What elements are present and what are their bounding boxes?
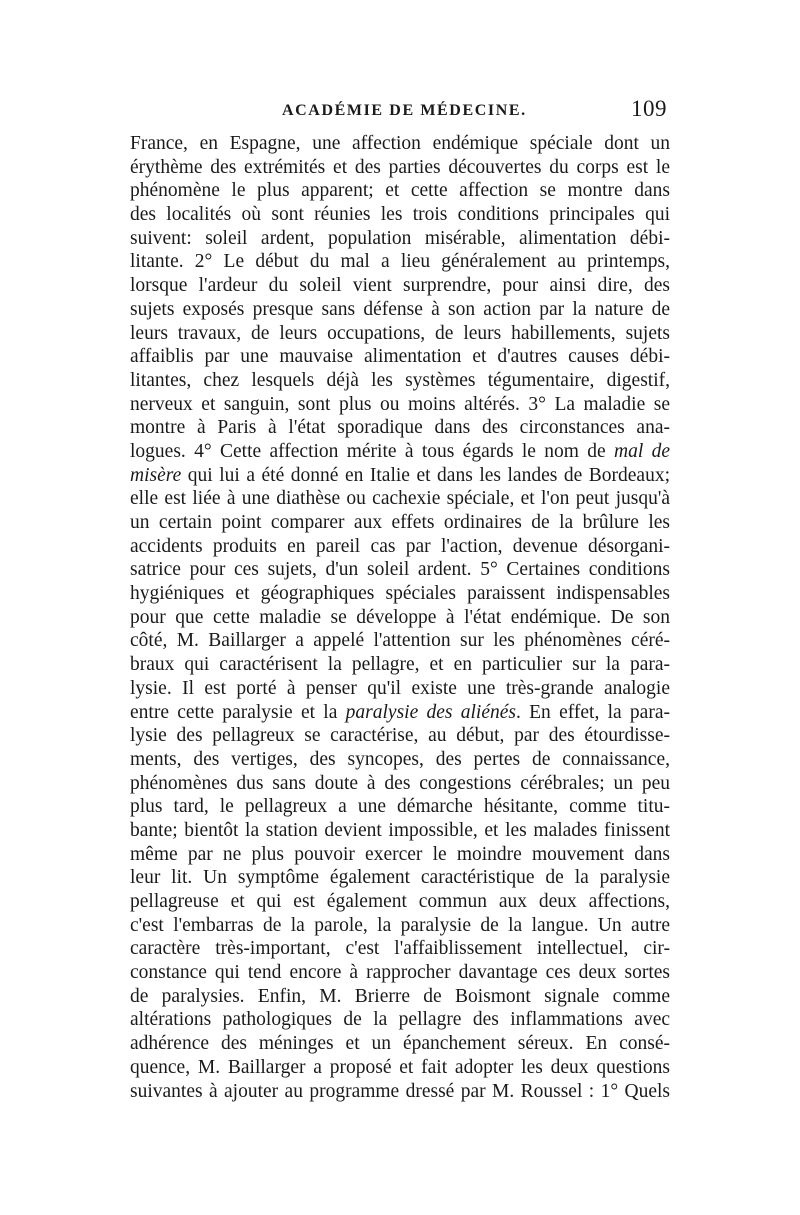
body-text <box>130 132 670 1103</box>
text-line-italic-mal-de: logues. 4° Cette affection mérite à tous égards le nom de mal de <box>130 440 670 462</box>
text-line: phénomène le plus apparent; et cette affection se montre dans <box>130 180 670 202</box>
text-line: phénomènes dus sans doute à des congestions cérébrales; un peu <box>130 772 670 794</box>
text-line: France, en Espagne, une affection endémique spéciale dont un <box>130 133 670 154</box>
text-line: côté, M. Baillarger a appelé l'attention sur les phénomènes céré- <box>130 630 670 652</box>
text-line: lorsque l'ardeur du soleil vient surprendre, pour ainsi dire, des <box>130 275 670 297</box>
text-line: suivent: soleil ardent, population misérable, alimentation débi- <box>130 227 670 249</box>
italic-phrase: mal de <box>614 440 670 462</box>
text-line: montre à Paris à l'état sporadique dans des circonstances ana- <box>130 417 670 439</box>
text-line: c'est l'embarras de la parole, la paralysie de la langue. Un autre <box>130 914 670 936</box>
text-line: adhérence des méninges et un épanchement séreux. En consé- <box>130 1033 670 1055</box>
text-line-italic-misere: misère qui lui a été donné en Italie et dans les landes de Bordeaux; <box>130 464 670 486</box>
text-line: caractère très-important, c'est l'affaiblissement intellectuel, cir- <box>130 938 670 960</box>
text-line: bante; bientôt la station devient impossible, et les malades finissent <box>130 819 670 841</box>
text-line: lysie. Il est porté à penser qu'il existe une très-grande analogie <box>130 677 670 699</box>
text-line: plus tard, le pellagreux a une démarche hésitante, comme titu- <box>130 796 670 818</box>
text-line: pellagreuse et qui est également commun aux deux affections, <box>130 891 670 912</box>
page-number: 109 <box>631 96 667 121</box>
text-line: leurs travaux, de leurs occupations, de leurs habillements, sujets <box>130 322 670 344</box>
text-line: accidents produits en pareil cas par l'action, devenue désorgani- <box>130 535 670 557</box>
text-line: de paralysies. Enfin, M. Brierre de Boismont signale comme <box>130 985 670 1007</box>
text-line: même par ne plus pouvoir exercer le moindre mouvement dans <box>130 843 670 865</box>
text-line: érythème des extrémités et des parties découvertes du corps est le <box>130 156 670 178</box>
text-line: leur lit. Un symptôme également caractéristique de la paralysie <box>130 867 670 889</box>
text-line: hygiéniques et géographiques spéciales paraissent indispensables <box>130 583 670 605</box>
text-line: ments, des vertiges, des syncopes, des pertes de connaissance, <box>130 748 670 770</box>
text-line: braux qui caractérisent la pellagre, et en particulier sur la para- <box>130 654 670 676</box>
running-title: ACADÉMIE DE MÉDECINE. <box>282 102 527 119</box>
text-line-italic-paralysie-des-alienes: entre cette paralysie et la paralysie des aliénés. En effet, la para- <box>130 701 670 723</box>
text-line: sujets exposés presque sans défense à son action par la nature de <box>130 298 670 320</box>
italic-phrase: misère <box>130 464 182 486</box>
text-line: litante. 2° Le début du mal a lieu généralement au printemps, <box>130 251 670 273</box>
text-line: elle est liée à une diathèse ou cachexie spéciale, et l'on peut jusqu'à <box>130 488 670 510</box>
text-line: nerveux et sanguin, sont plus ou moins altérés. 3° La maladie se <box>130 393 670 415</box>
text-line: lysie des pellagreux se caractérise, au début, par des étourdisse- <box>130 725 670 747</box>
text-line: pour que cette maladie se développe à l'état endémique. De son <box>130 606 670 628</box>
text-line: constance qui tend encore à rapprocher davantage ces deux sortes <box>130 962 670 984</box>
running-head <box>132 96 667 126</box>
text-line: un certain point comparer aux effets ordinaires de la brûlure les <box>130 512 670 533</box>
text-line: satrice pour ces sujets, d'un soleil ardent. 5° Certaines conditions <box>130 559 670 581</box>
text-line: altérations pathologiques de la pellagre des inflammations avec <box>130 1009 670 1031</box>
text-line: litantes, chez lesquels déjà les systèmes tégumentaire, digestif, <box>130 369 670 391</box>
text-line: affaiblis par une mauvaise alimentation et d'autres causes débi- <box>130 346 670 368</box>
italic-phrase: paralysie des aliénés <box>345 701 516 723</box>
text-line: des localités où sont réunies les trois conditions principales qui <box>130 204 670 226</box>
text-line: suivantes à ajouter au programme dressé par M. Roussel : 1° Quels <box>130 1080 670 1102</box>
text-line: quence, M. Baillarger a proposé et fait adopter les deux questions <box>130 1056 670 1078</box>
